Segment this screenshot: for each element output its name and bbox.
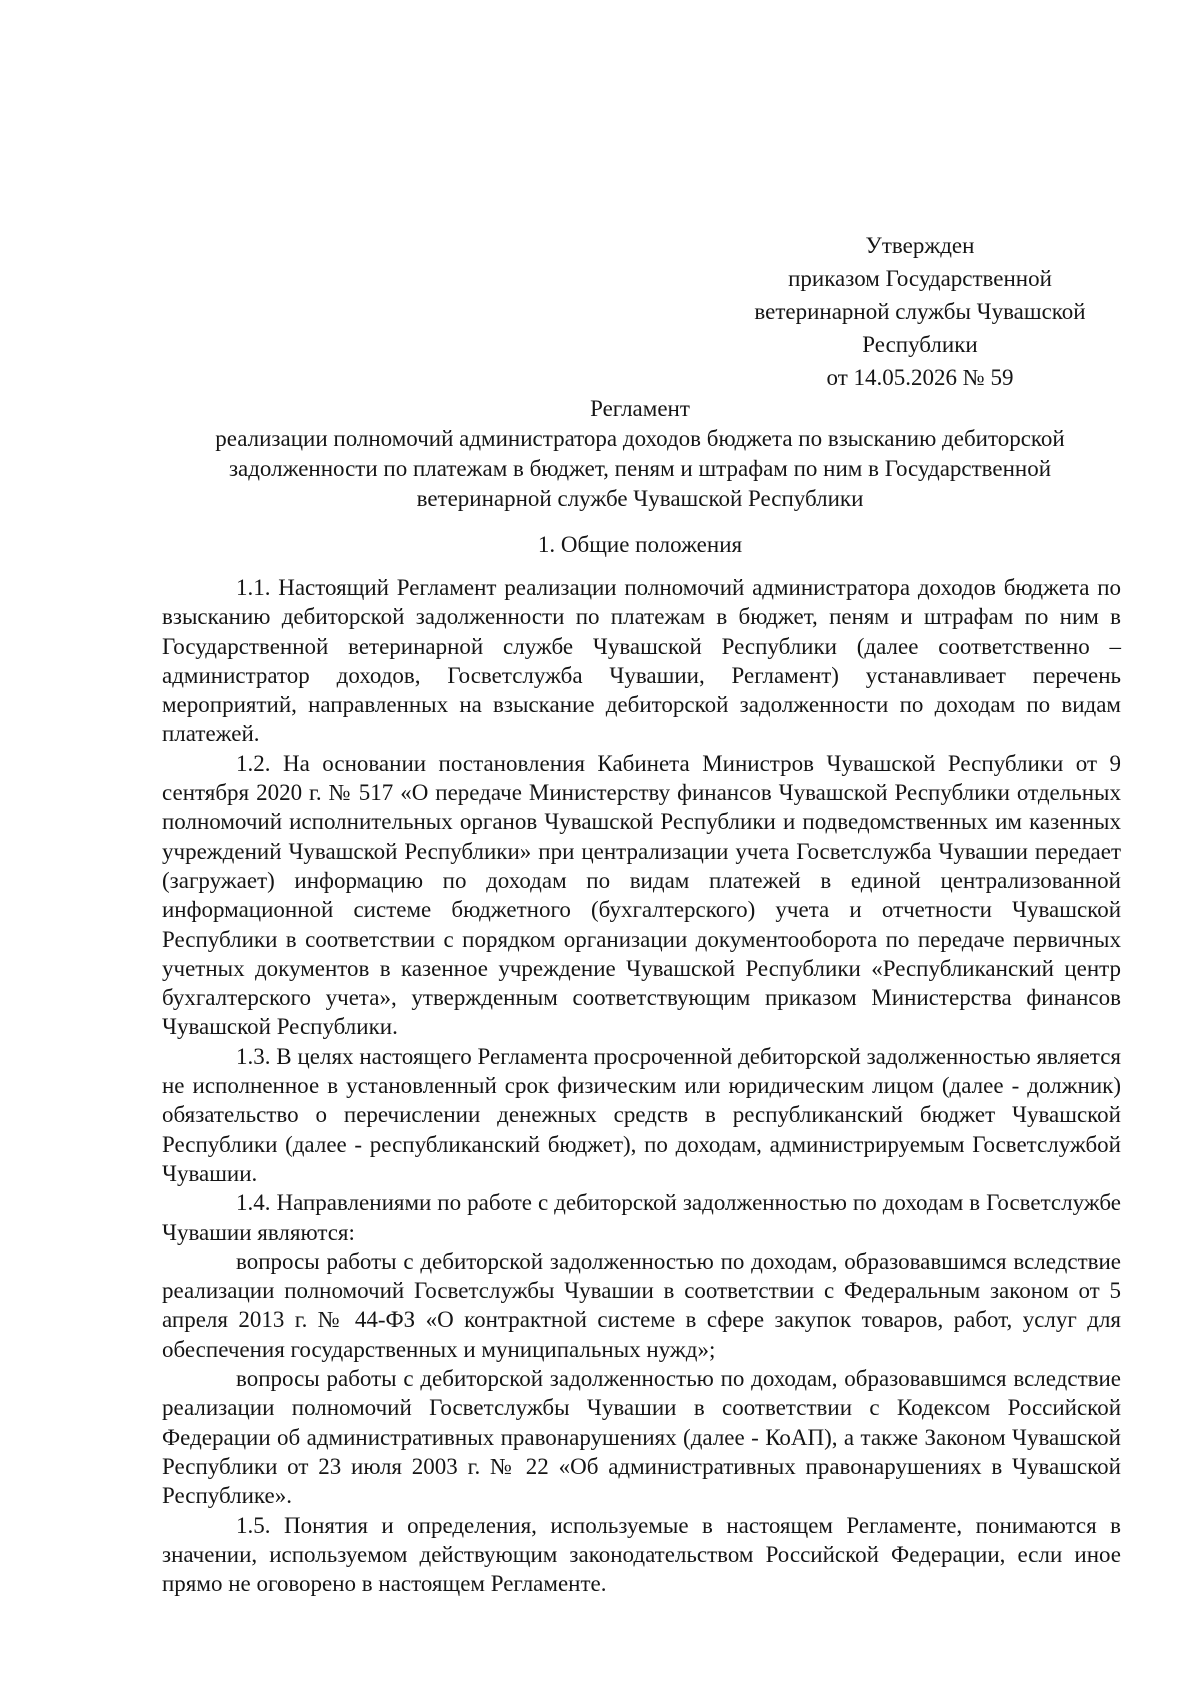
approval-line-date-number: от 14.05.2026 № 59 xyxy=(826,365,1014,390)
document-title-block xyxy=(160,394,1120,514)
paragraph-1-4-item-1: вопросы работы с дебиторской задолженностью по доходам, образовавшимся вследствие реализации полномочий Госветслужбы Чувашии в соответствии с Федеральным законом от 5 апреля 2013 г. № 44-ФЗ «О контрактной системе в сфере закупок товаров, работ, услуг для обеспечения государственных и муниципальных нужд»; xyxy=(162,1248,1121,1362)
section-heading: 1. Общие положения xyxy=(537,532,743,557)
document-title: Регламент xyxy=(590,396,690,421)
paragraph-1-2: 1.2. На основании постановления Кабинета Министров Чувашской Республики от 9 сентября 2020 г. № 517 «О передаче Министерству финансов Чувашской Республики отдельных полномочий исполнительных органов Чувашской Республики и подведомственных им казенных учреждений Чувашской Республики» при централизации учета Госветслужба Чувашии передает (загружает) информацию по доходам по видам платежей в единой централизованной информационной системе бюджетного (бухгалтерского) учета и отчетности Чувашской Республики в соответствии с порядком организации документооборота по передаче первичных учетных документов в казенное учреждение Чувашской Республики «Республиканский центр бухгалтерского учета», утвержденным соответствующим приказом Министерства финансов Чувашской Республики. xyxy=(162,750,1121,1040)
paragraph-1-1: 1.1. Настоящий Регламент реализации полномочий администратора доходов бюджета по взысканию дебиторской задолженности по платежам в бюджет, пеням и штрафам по ним в Государственной ветеринарной службе Чувашской Республики (далее соответственно – администратор доходов, Госветслужба Чувашии, Регламент) устанавливает перечень мероприятий, направленных на взыскание дебиторской задолженности по доходам по видам платежей. xyxy=(162,575,1121,747)
approval-line-approved: Утвержден xyxy=(865,233,975,258)
document-subtitle: реализации полномочий администратора доходов бюджета по взысканию дебиторской задолженности по платежам в бюджет, пеням и штрафам по ним в Государственной ветеринарной службе Чувашской Республики xyxy=(215,426,1065,511)
approval-stamp-block xyxy=(730,229,1110,394)
paragraph-1-4: 1.4. Направлениями по работе с дебиторской задолженностью по доходам в Госветслужбе Чувашии являются: xyxy=(162,1190,1121,1245)
paragraph-1-5: 1.5. Понятия и определения, используемые в настоящем Регламенте, понимаются в значении, используемом действующим законодательством Российской Федерации, если иное прямо не оговорено в настоящем Регламенте. xyxy=(162,1512,1121,1597)
approval-line-service: ветеринарной службы Чувашской xyxy=(754,299,1086,324)
paragraph-1-4-item-2: вопросы работы с дебиторской задолженностью по доходам, образовавшимся вследствие реализации полномочий Госветслужбы Чувашии в соответствии с Кодексом Российской Федерации об административных правонарушениях (далее - КоАП), а также Законом Чувашской Республики от 23 июля 2003 г. № 22 «Об административных правонарушениях в Чувашской Республике». xyxy=(162,1366,1121,1509)
approval-line-republic: Республики xyxy=(862,332,978,357)
approval-line-order: приказом Государственной xyxy=(788,266,1052,291)
paragraph-1-3: 1.3. В целях настоящего Регламента просроченной дебиторской задолженностью является не исполненное в установленный срок физическим или юридическим лицом (далее - должник) обязательство о перечислении денежных средств в республиканский бюджет Чувашской Республики (далее - республиканский бюджет), по доходам, администрируемым Госветслужбой Чувашии. xyxy=(162,1043,1121,1186)
document-body xyxy=(162,573,1121,1598)
